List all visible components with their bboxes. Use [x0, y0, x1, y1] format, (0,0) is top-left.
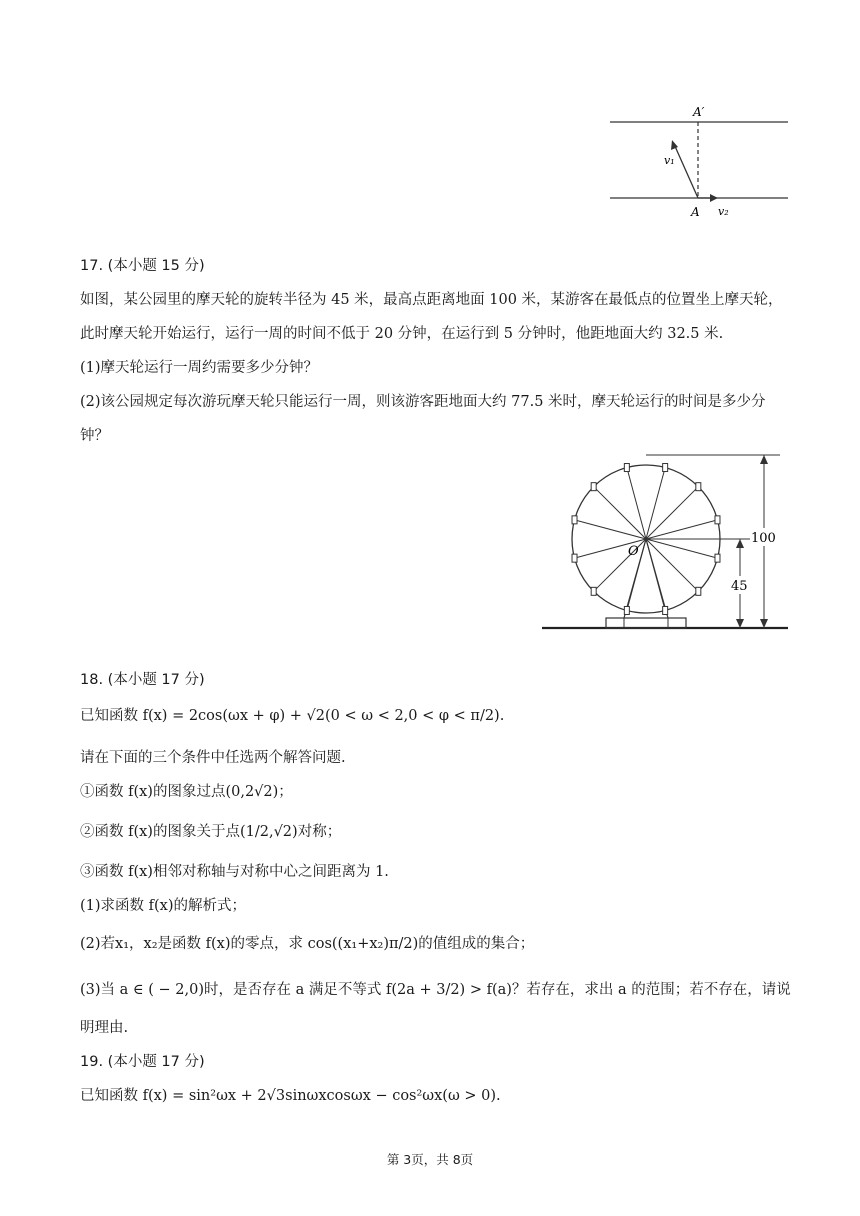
- wheel-spoke: [575, 520, 646, 539]
- label-height-100: 100: [751, 531, 776, 546]
- q19-heading: 19. (本小题 17 分): [80, 1054, 205, 1070]
- q18-condition-2: ②函数 f(x)的图象关于点(1/2,√2)对称；: [80, 824, 342, 840]
- q17-heading: 17. (本小题 15 分): [80, 258, 205, 274]
- label-a: A: [691, 205, 700, 219]
- dim-total-arrow-bottom: [760, 619, 768, 628]
- wheel-cabin: [591, 483, 596, 491]
- wheel-spoke: [646, 487, 698, 539]
- wheel-cabin: [696, 483, 701, 491]
- river-velocity-figure: [600, 98, 800, 223]
- wheel-cabin: [624, 464, 629, 472]
- wheel-cabin: [696, 587, 701, 595]
- q17-paragraph-2: 此时摩天轮开始运行，运行一周的时间不低于 20 分钟，在运行到 5 分钟时，他距地面大约 32.5 米.: [80, 326, 724, 342]
- q17-subquestion-2-cont: 钟？: [80, 428, 109, 444]
- q18-subquestion-3-cont: 明理由.: [80, 1020, 129, 1036]
- wheel-base: [606, 618, 686, 628]
- v1-arrowhead: [671, 140, 678, 150]
- wheel-spoke: [646, 539, 665, 610]
- wheel-cabin: [715, 516, 720, 524]
- wheel-cabin: [663, 464, 668, 472]
- label-v1: v₁: [664, 154, 675, 167]
- wheel-cabin: [572, 554, 577, 562]
- page-footer: 第 3页，共 8页: [386, 1152, 474, 1167]
- label-v2: v₂: [718, 205, 729, 218]
- q18-subquestion-2: (2)若x₁，x₂是函数 f(x)的零点，求 cos((x₁+x₂)π/2)的值组成的集合；: [80, 936, 535, 952]
- wheel-cabin: [624, 606, 629, 614]
- q18-instruction: 请在下面的三个条件中任选两个解答问题.: [80, 750, 346, 766]
- ferris-wheel-figure: [540, 448, 790, 634]
- label-height-45: 45: [731, 579, 748, 594]
- v1-arrow: [674, 144, 698, 198]
- wheel-spoke: [594, 487, 646, 539]
- wheel-cabin: [572, 516, 577, 524]
- q18-subquestion-3: (3)当 a ∈ ( − 2,0)时，是否存在 a 满足不等式 f(2a + 3/2) > f(a)？若存在，求出 a 的范围；若不存在，请说: [80, 982, 791, 998]
- dim-center-arrow-top: [736, 539, 744, 548]
- v2-arrowhead: [710, 194, 718, 202]
- q18-condition-3: ③函数 f(x)相邻对称轴与对称中心之间距离为 1.: [80, 864, 389, 880]
- q19-given: 已知函数 f(x) = sin²ωx + 2√3sinωxcosωx − cos²ωx(ω > 0).: [80, 1088, 501, 1104]
- q18-heading: 18. (本小题 17 分): [80, 672, 205, 688]
- q17-subquestion-2: (2)该公园规定每次游玩摩天轮只能运行一周，则该游客距地面大约 77.5 米时，摩天轮运行的时间是多少分: [80, 394, 766, 410]
- wheel-cabin: [663, 606, 668, 614]
- q17-paragraph-1: 如图，某公园里的摩天轮的旋转半径为 45 米，最高点距离地面 100 米，某游客在最低点的位置坐上摩天轮，: [80, 292, 783, 308]
- center-label-o: O: [628, 544, 639, 559]
- wheel-cabin: [715, 554, 720, 562]
- q18-condition-1: ①函数 f(x)的图象过点(0,2√2)；: [80, 784, 293, 800]
- dim-total-arrow-top: [760, 455, 768, 464]
- label-a-prime: A′: [693, 105, 705, 119]
- wheel-spoke: [646, 520, 717, 539]
- wheel-spoke: [646, 539, 717, 558]
- wheel-spoke: [646, 468, 665, 539]
- q17-subquestion-1: (1)摩天轮运行一周约需要多少分钟？: [80, 360, 319, 376]
- dim-center-arrow-bottom: [736, 619, 744, 628]
- wheel-spoke: [627, 468, 646, 539]
- q18-given: 已知函数 f(x) = 2cos(ωx + φ) + √2(0 < ω < 2,0 < φ < π/2).: [80, 708, 505, 724]
- q18-subquestion-1: (1)求函数 f(x)的解析式；: [80, 898, 247, 914]
- wheel-cabin: [591, 587, 596, 595]
